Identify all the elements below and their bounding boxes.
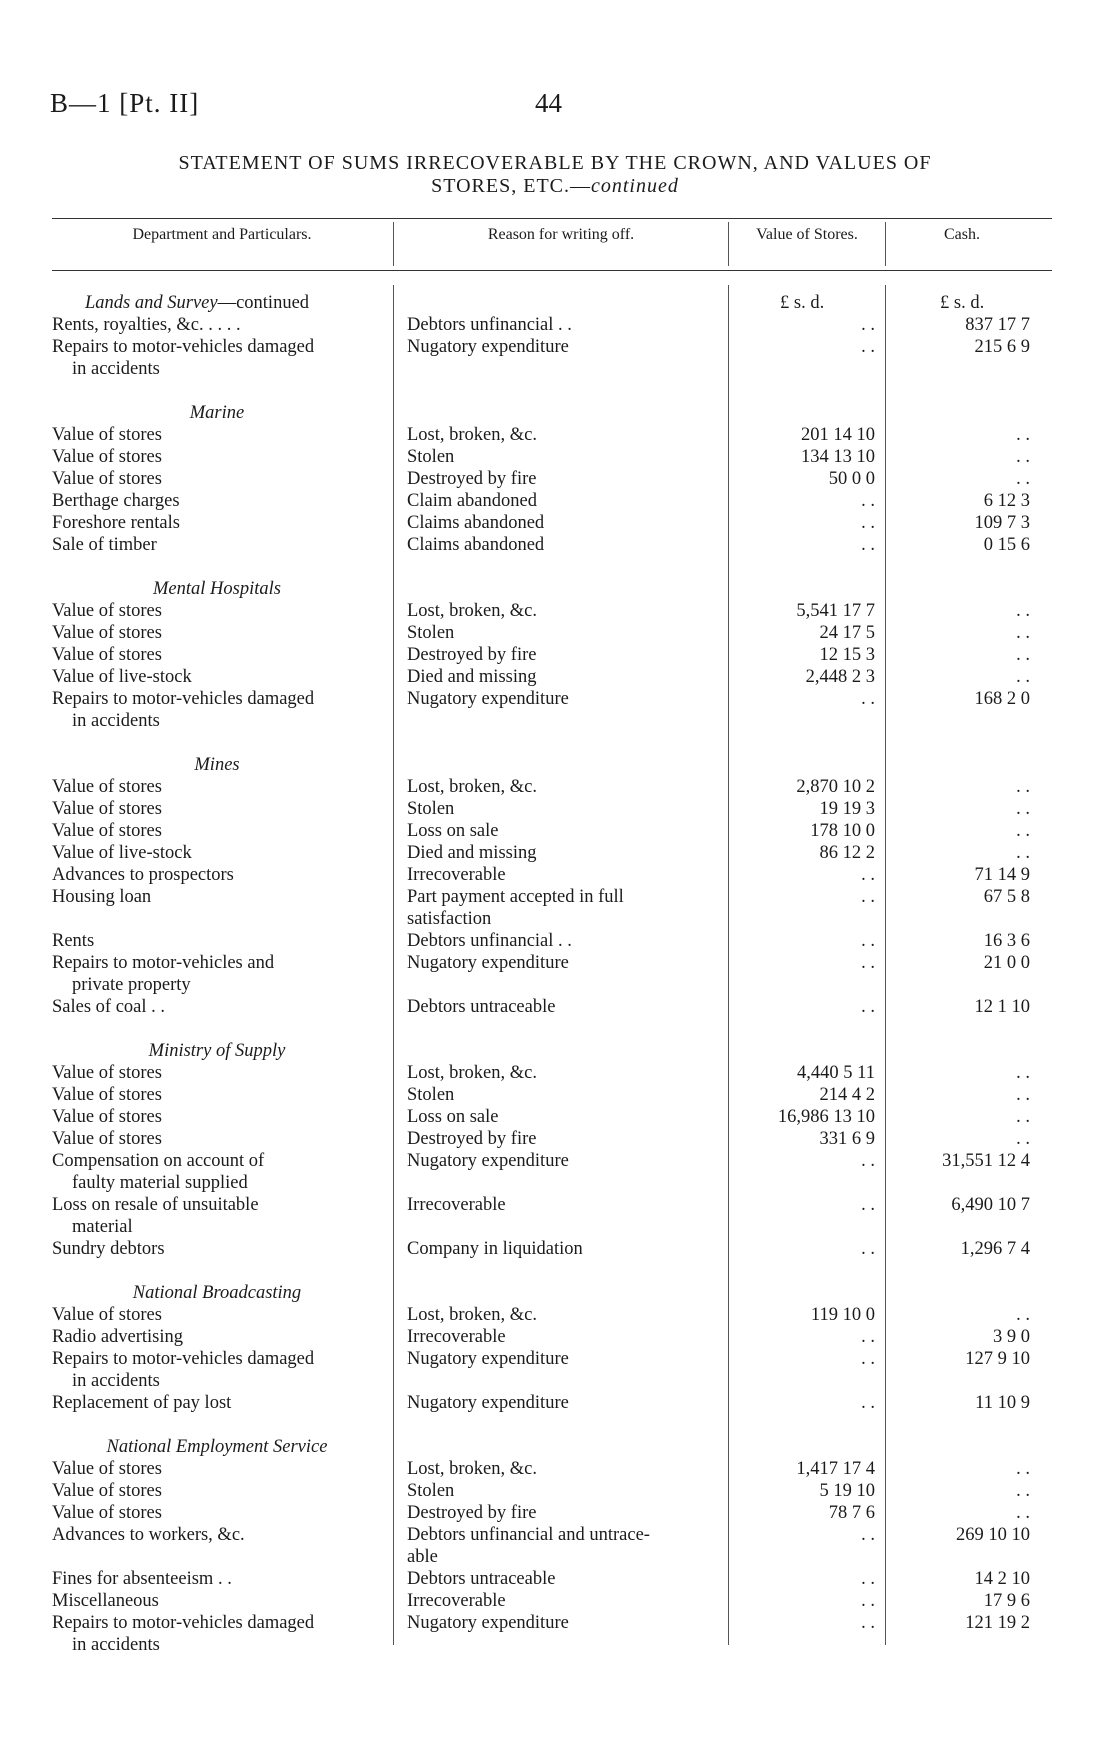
stores-value-cell: 16,986 13 10 [777,1107,875,1127]
table-row [0,1458,1114,1480]
table-row [0,490,1114,512]
cash-value-cell: . . [1016,1063,1030,1083]
reason-cell: Destroyed by fire [407,1503,537,1523]
particulars-cell: Replacement of pay lost [52,1393,232,1413]
table-row [0,798,1114,820]
table-row [0,1238,1114,1260]
particulars-cell: Foreshore rentals [52,513,180,533]
stores-value-cell: . . [861,337,875,357]
reason-cell: Debtors untraceable [407,997,556,1017]
stores-value-cell: . . [861,513,875,533]
cash-value-cell: . . [1016,645,1030,665]
table-row [0,1634,1114,1656]
particulars-cell: Sale of timber [52,535,157,555]
table-row [0,1568,1114,1590]
cash-value-cell: 67 5 8 [983,887,1030,907]
particulars-cell: Value of stores [52,1085,162,1105]
reason-cell: Stolen [407,623,455,643]
particulars-cell: Value of stores [52,601,162,621]
cash-value-cell: 121 19 2 [965,1613,1030,1633]
table-row [0,952,1114,974]
cash-value-cell: 215 6 9 [974,337,1030,357]
reason-cell: Lost, broken, &c. [407,601,537,621]
stores-value-cell: 201 14 10 [801,425,875,445]
stores-value-cell: 4,440 5 11 [797,1063,875,1083]
table-row [0,1084,1114,1106]
particulars-cell: Berthage charges [52,491,180,511]
reason-cell: Claims abandoned [407,513,545,533]
cash-value-cell: 3 9 0 [993,1327,1030,1347]
title-continued: continued [591,175,679,197]
stores-value-cell: 1,417 17 4 [796,1459,875,1479]
particulars-cell: Value of stores [52,1305,162,1325]
table-row [0,1546,1114,1568]
title-line-1: STATEMENT OF SUMS IRRECOVERABLE BY THE CROWN, AND VALUES OF [178,152,932,174]
cash-value-cell: . . [1016,469,1030,489]
cash-value-cell: . . [1016,623,1030,643]
table-row [0,1612,1114,1634]
stores-value-cell: . . [861,1327,875,1347]
table-row [0,930,1114,952]
table-row [0,842,1114,864]
particulars-cell: Repairs to motor-vehicles and [52,953,275,973]
reason-cell: Debtors untraceable [407,1569,556,1589]
reason-cell: Nugatory expenditure [407,689,569,709]
reason-cell: Died and missing [407,843,537,863]
cash-value-cell: . . [1016,843,1030,863]
particulars-cell: Loss on resale of unsuitable [52,1195,259,1215]
cash-value-cell: . . [1016,1503,1030,1523]
particulars-cell: in accidents [72,711,160,731]
table-row [0,468,1114,490]
table-row [0,446,1114,468]
section-heading-national-employment: National Employment Service [106,1437,328,1457]
particulars-cell: Value of stores [52,1063,162,1083]
header-particulars: Department and Particulars. [132,226,312,243]
table-row [0,864,1114,886]
particulars-cell: Value of stores [52,1503,162,1523]
cash-value-cell: 837 17 7 [965,315,1030,335]
stores-value-cell: . . [861,1195,875,1215]
section-lands-suffix: —continued [217,293,310,313]
cash-value-cell: 21 0 0 [983,953,1030,973]
table-row [0,1590,1114,1612]
table-row [0,1216,1114,1238]
table-row [0,1480,1114,1502]
particulars-cell: in accidents [72,1635,160,1655]
table-row [0,622,1114,644]
cash-value-cell: . . [1016,447,1030,467]
particulars-cell: Value of stores [52,1107,162,1127]
particulars-cell: Miscellaneous [52,1591,159,1611]
cash-value-cell: . . [1016,425,1030,445]
section-heading-lands [85,292,415,314]
table-row [0,534,1114,556]
table-row [0,644,1114,666]
particulars-cell: Rents, royalties, &c. . . . . [52,315,241,335]
section-heading-mines: Mines [194,755,240,775]
title-line-2-text: STORES, ETC.— [431,175,591,197]
cash-value-cell: . . [1016,799,1030,819]
table-row [0,314,1114,336]
cash-value-cell: . . [1016,821,1030,841]
section-heading-mental-hospitals: Mental Hospitals [153,579,281,599]
stores-value-cell: 12 15 3 [819,645,875,665]
cash-value-cell: 17 9 6 [983,1591,1030,1611]
stores-value-cell: . . [861,315,875,335]
particulars-cell: Value of stores [52,799,162,819]
particulars-cell: private property [72,975,191,995]
particulars-cell: in accidents [72,359,160,379]
stores-value-cell: 86 12 2 [819,843,875,863]
reason-cell: Claims abandoned [407,535,545,555]
stores-value-cell: 119 10 0 [810,1305,875,1325]
section-heading-marine: Marine [189,403,245,423]
reason-cell: Nugatory expenditure [407,1613,569,1633]
cash-value-cell: . . [1016,667,1030,687]
cash-value-cell: 31,551 12 4 [942,1151,1030,1171]
table-row [0,1524,1114,1546]
stores-value-cell: . . [861,887,875,907]
table-row [0,1370,1114,1392]
particulars-cell: Sundry debtors [52,1239,165,1259]
header-divider-1 [393,222,394,266]
stores-value-cell: 134 13 10 [801,447,875,467]
cash-value-cell: 6,490 10 7 [951,1195,1030,1215]
cash-value-cell: 1,296 7 4 [960,1239,1030,1259]
particulars-cell: faulty material supplied [72,1173,248,1193]
table-header-rule [52,270,1052,271]
stores-value-cell: 78 7 6 [828,1503,875,1523]
reason-cell: Nugatory expenditure [407,1151,569,1171]
stores-value-cell: . . [861,1239,875,1259]
cash-value-cell: . . [1016,1481,1030,1501]
cash-value-cell: 16 3 6 [983,931,1030,951]
particulars-cell: Repairs to motor-vehicles damaged [52,689,315,709]
document-reference: B—1 [Pt. II] [50,88,200,118]
particulars-cell: Housing loan [52,887,152,907]
reason-cell: Nugatory expenditure [407,337,569,357]
stores-value-cell: 214 4 2 [819,1085,875,1105]
table-row [0,1304,1114,1326]
table-row [0,1392,1114,1414]
page-header [50,88,1060,128]
stores-value-cell: . . [861,865,875,885]
table-row [0,1194,1114,1216]
stores-value-cell: . . [861,1151,875,1171]
table-top-rule [52,218,1052,219]
particulars-cell: Value of stores [52,645,162,665]
cash-value-cell: 127 9 10 [965,1349,1030,1369]
reason-cell: able [407,1547,438,1567]
table-row [0,1128,1114,1150]
cash-value-cell: 12 1 10 [974,997,1030,1017]
stores-value-cell: . . [861,1349,875,1369]
reason-cell: Destroyed by fire [407,469,537,489]
stores-value-cell: 2,448 2 3 [805,667,875,687]
cash-value-cell: . . [1016,601,1030,621]
reason-cell: Claim abandoned [407,491,537,511]
reason-cell: Nugatory expenditure [407,953,569,973]
reason-cell: Loss on sale [407,1107,499,1127]
reason-cell: Debtors unfinancial . . [407,931,572,951]
particulars-cell: Advances to workers, &c. [52,1525,245,1545]
reason-cell: Destroyed by fire [407,1129,537,1149]
stores-value-cell: . . [861,953,875,973]
cash-value-cell: 11 10 9 [975,1393,1030,1413]
table-row [0,600,1114,622]
title-line-2 [40,175,1070,198]
particulars-cell: Radio advertising [52,1327,184,1347]
table-row [0,1348,1114,1370]
table-row [0,908,1114,930]
stores-value-cell: 331 6 9 [819,1129,875,1149]
particulars-cell: Repairs to motor-vehicles damaged [52,337,315,357]
table-row [0,1106,1114,1128]
table-row [0,424,1114,446]
reason-cell: Nugatory expenditure [407,1349,569,1369]
cash-value-cell: . . [1016,1107,1030,1127]
table-row [0,820,1114,842]
stores-value-cell: 5 19 10 [819,1481,875,1501]
cash-value-cell: . . [1016,1459,1030,1479]
table-row [0,358,1114,380]
particulars-cell: Value of live-stock [52,667,192,687]
reason-cell: Irrecoverable [407,1327,506,1347]
reason-cell: Lost, broken, &c. [407,425,537,445]
reason-cell: Stolen [407,799,455,819]
stores-value-cell: . . [861,1591,875,1611]
table-row [0,886,1114,908]
reason-cell: Destroyed by fire [407,645,537,665]
particulars-cell: Value of stores [52,623,162,643]
cash-value-cell: 109 7 3 [974,513,1030,533]
stores-value-cell: . . [861,931,875,951]
stores-value-cell: . . [861,1525,875,1545]
stores-value-cell: . . [861,491,875,511]
reason-cell: Irrecoverable [407,1195,506,1215]
stores-value-cell: 24 17 5 [819,623,875,643]
section-heading-ministry-of-supply: Ministry of Supply [148,1041,286,1061]
table-row [0,776,1114,798]
reason-cell: Lost, broken, &c. [407,1305,537,1325]
particulars-cell: Compensation on account of [52,1151,265,1171]
reason-cell: Irrecoverable [407,1591,506,1611]
stores-value-cell: . . [861,1569,875,1589]
table-row [0,1502,1114,1524]
particulars-cell: material [72,1217,133,1237]
particulars-cell: Value of live-stock [52,843,192,863]
cash-value-cell: 71 14 9 [974,865,1030,885]
reason-cell: Debtors unfinancial and untrace- [407,1525,650,1545]
table-row [0,1150,1114,1172]
header-reason: Reason for writing off. [487,226,635,243]
currency-stores: £ s. d. [780,293,825,313]
stores-value-cell: 178 10 0 [810,821,875,841]
reason-cell: Lost, broken, &c. [407,777,537,797]
particulars-cell: Value of stores [52,1459,162,1479]
reason-cell: Stolen [407,447,455,467]
reason-cell: Lost, broken, &c. [407,1063,537,1083]
table-row [0,974,1114,996]
table-row [0,996,1114,1018]
particulars-cell: Value of stores [52,1129,162,1149]
section-heading-national-broadcasting: National Broadcasting [132,1283,302,1303]
reason-cell: Company in liquidation [407,1239,583,1259]
particulars-cell: Rents [52,931,95,951]
header-divider-3 [885,222,886,266]
reason-cell: Loss on sale [407,821,499,841]
stores-value-cell: . . [861,1613,875,1633]
particulars-cell: Value of stores [52,447,162,467]
cash-value-cell: . . [1016,777,1030,797]
stores-value-cell: 19 19 3 [819,799,875,819]
table-row [0,512,1114,534]
stores-value-cell: . . [861,1393,875,1413]
cash-value-cell: . . [1016,1129,1030,1149]
table-row [0,688,1114,710]
cash-value-cell: . . [1016,1305,1030,1325]
cash-value-cell: 168 2 0 [974,689,1030,709]
particulars-cell: Advances to prospectors [52,865,234,885]
particulars-cell: Fines for absenteeism . . [52,1569,232,1589]
section-lands-title: Lands and Survey [85,293,218,313]
stores-value-cell: . . [861,997,875,1017]
reason-cell: Stolen [407,1085,455,1105]
particulars-cell: Value of stores [52,469,162,489]
cash-value-cell: . . [1016,1085,1030,1105]
cash-value-cell: 269 10 10 [956,1525,1030,1545]
currency-cash: £ s. d. [940,293,985,313]
header-cash: Cash. [944,226,980,243]
header-divider-2 [728,222,729,266]
particulars-cell: Value of stores [52,821,162,841]
reason-cell: satisfaction [407,909,492,929]
table-row [0,1326,1114,1348]
reason-cell: Part payment accepted in full [407,887,624,907]
table-row [0,1172,1114,1194]
reason-cell: Irrecoverable [407,865,506,885]
stores-value-cell: . . [861,535,875,555]
particulars-cell: in accidents [72,1371,160,1391]
reason-cell: Debtors unfinancial . . [407,315,572,335]
cash-value-cell: 14 2 10 [974,1569,1030,1589]
stores-value-cell: . . [861,689,875,709]
table-row [0,1062,1114,1084]
table-row [0,666,1114,688]
table-row [0,710,1114,732]
particulars-cell: Value of stores [52,425,162,445]
particulars-cell: Sales of coal . . [52,997,166,1017]
particulars-cell: Repairs to motor-vehicles damaged [52,1349,315,1369]
cash-value-cell: 6 12 3 [983,491,1030,511]
page-title [40,152,1070,198]
stores-value-cell: 2,870 10 2 [796,777,875,797]
cash-value-cell: 0 15 6 [983,535,1030,555]
table-row [0,336,1114,358]
reason-cell: Died and missing [407,667,537,687]
reason-cell: Lost, broken, &c. [407,1459,537,1479]
particulars-cell: Repairs to motor-vehicles damaged [52,1613,315,1633]
page-number: 44 [535,88,562,118]
particulars-cell: Value of stores [52,777,162,797]
reason-cell: Stolen [407,1481,455,1501]
reason-cell: Nugatory expenditure [407,1393,569,1413]
stores-value-cell: 50 0 0 [828,469,875,489]
particulars-cell: Value of stores [52,1481,162,1501]
stores-value-cell: 5,541 17 7 [796,601,875,621]
header-stores: Value of Stores. [756,226,858,243]
